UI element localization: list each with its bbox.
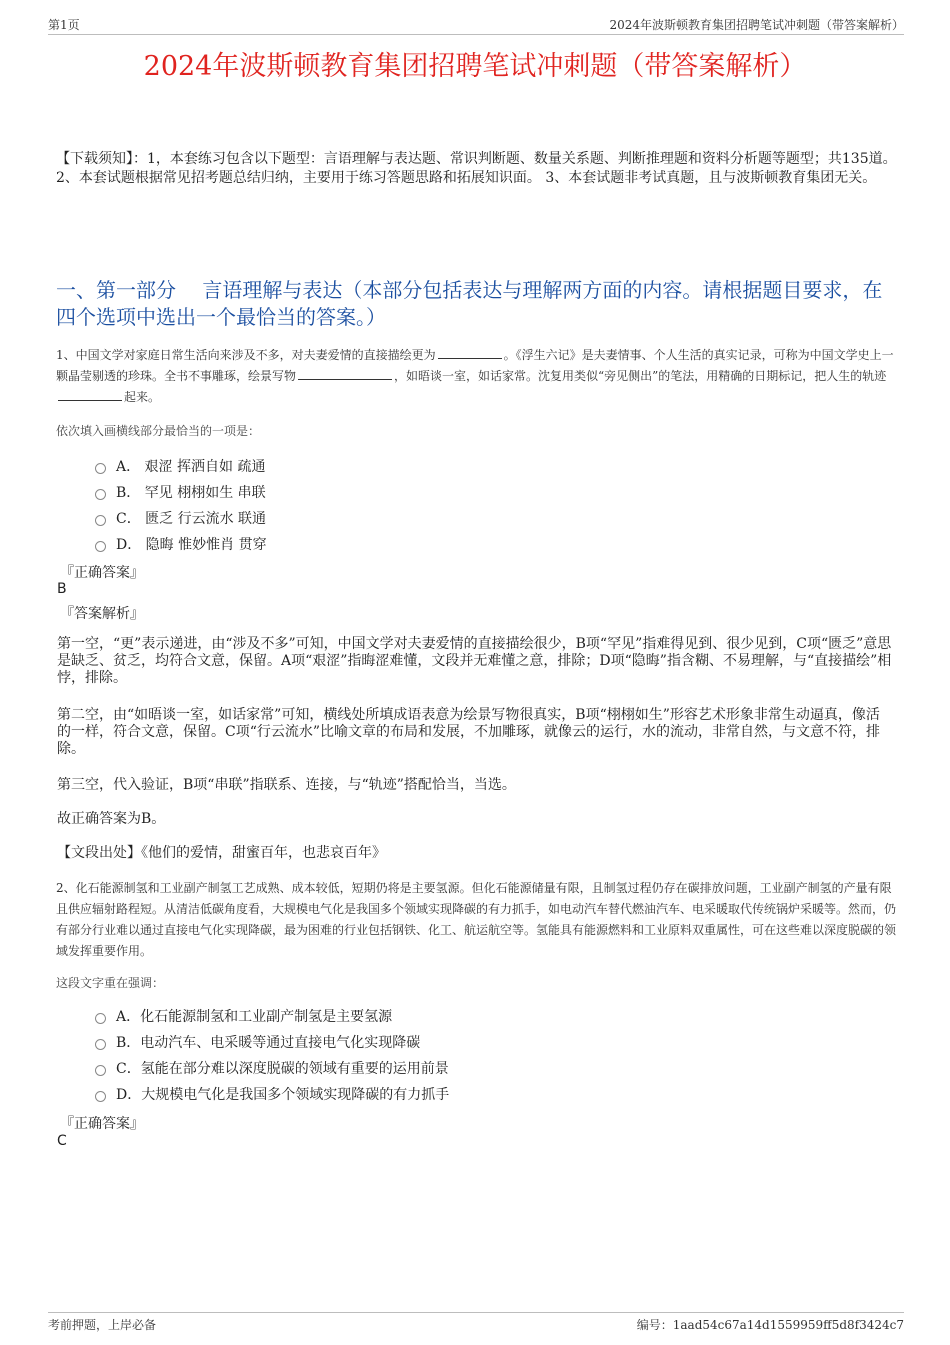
page-title: 2024年波斯顿教育集团招聘笔试冲刺题（带答案解析）	[143, 51, 807, 82]
q1-stem-part-d: 起来。	[124, 390, 161, 404]
q1-analysis-para-1: 第一空，“更”表示递进，由“涉及不多”可知，中国文学对夫妻爱情的直接描绘很少，B项“罕见”指难得见到、很少见到，C项“匮乏”意思是缺乏、贫乏，均符合文意，保留。A项“艰涩”指晦涩难懂，文段并无难懂之意，排除；D项“隐晦”指含糊、不易理解，与“直接描绘”相悖，排除。	[57, 636, 892, 686]
radio-icon[interactable]	[95, 463, 106, 474]
radio-icon[interactable]	[95, 1013, 106, 1024]
q2-option-d[interactable]	[95, 1081, 449, 1107]
q1-option-b[interactable]	[95, 479, 267, 505]
q1-analysis-para-3: 第三空，代入验证，B项“串联”指联系、连接，与“轨迹”搭配恰当，当选。	[57, 777, 516, 793]
footer-code: 编号：1aad54c67a14d1559959ff5d8f3424c7	[636, 1318, 904, 1332]
q2-option-c[interactable]	[95, 1055, 449, 1081]
question-1-stem	[56, 345, 902, 408]
page-number: 第1页	[48, 18, 80, 32]
q1-source: 【文段出处】《他们的爱情，甜蜜百年，也悲哀百年》	[57, 845, 386, 861]
option-label: D．大规模电气化是我国多个领域实现降碳的有力抓手	[116, 1087, 450, 1103]
radio-icon[interactable]	[95, 515, 106, 526]
q1-analysis-para-4: 故正确答案为B。	[57, 811, 166, 827]
option-label: C． 匮乏 行云流水 联通	[116, 511, 267, 527]
q2-answer: C	[57, 1133, 67, 1149]
q1-answer: B	[57, 581, 67, 597]
q1-stem-part-a: 1、中国文学对家庭日常生活向来涉及不多，对夫妻爱情的直接描绘更为	[56, 348, 436, 362]
q1-option-a[interactable]	[95, 453, 267, 479]
q1-analysis-label: 『答案解析』	[60, 606, 144, 622]
option-label: D． 隐晦 惟妙惟肖 贯穿	[116, 537, 267, 553]
radio-icon[interactable]	[95, 541, 106, 552]
radio-icon[interactable]	[95, 489, 106, 500]
question-2-stem: 2、化石能源制氢和工业副产制氢工艺成熟、成本较低，短期仍将是主要氢源。但化石能源储量有限，且制氢过程仍存在碳排放问题，工业副产制氢的产量有限且供应辐射路程短。从清洁低碳角度看，大规模电气化是我国多个领域实现降碳的有力抓手，如电动汽车替代燃油汽车、电采暖取代传统锅炉采暖等。然而，仍有部分行业难以通过直接电气化实现降碳，最为困难的行业包括钢铁、化工、航运航空等。氢能具有能源燃料和工业原料双重属性，可在这些难以深度脱碳的领域发挥重要作用。	[56, 881, 897, 958]
radio-icon[interactable]	[95, 1091, 106, 1102]
question-1-prompt: 依次填入画横线部分最恰当的一项是：	[56, 424, 261, 438]
fill-blank-1	[438, 346, 502, 359]
option-label: B．电动汽车、电采暖等通过直接电气化实现降碳	[116, 1035, 421, 1051]
q2-option-b[interactable]	[95, 1029, 449, 1055]
question-1-options	[95, 453, 267, 557]
header-doc-title: 2024年波斯顿教育集团招聘笔试冲刺题（带答案解析）	[609, 18, 904, 32]
q1-option-d[interactable]	[95, 531, 267, 557]
option-label: B． 罕见 栩栩如生 串联	[116, 485, 266, 501]
radio-icon[interactable]	[95, 1065, 106, 1076]
q2-answer-label: 『正确答案』	[60, 1116, 144, 1132]
option-label: C．氢能在部分难以深度脱碳的领域有重要的运用前景	[116, 1061, 449, 1077]
download-notice: 【下载须知】：1，本套练习包含以下题型：言语理解与表达题、常识判断题、数量关系题、判断推理题和资料分析题等题型；共135道。 2、本套试题根据常见招考题总结归纳，主要用于练习答题思路和拓展知识面。 3、本套试题非考试真题，且与波斯顿教育集团无关。	[56, 151, 897, 186]
fill-blank-2	[298, 367, 392, 380]
section-heading: 一、第一部分 言语理解与表达（本部分包括表达与理解两方面的内容。请根据题目要求，在四个选项中选出一个最恰当的答案。）	[56, 278, 883, 329]
option-label: A．化石能源制氢和工业副产制氢是主要氢源	[116, 1009, 393, 1025]
option-label: A． 艰涩 挥洒自如 疏通	[116, 459, 266, 475]
q1-answer-label: 『正确答案』	[60, 565, 144, 581]
radio-icon[interactable]	[95, 1039, 106, 1050]
q1-stem-part-b: 。《浮生六记》是夫妻情事、个人生活的真实记录，可称为中国文学史上一颗晶莹剔透的珍珠。全书不事雕琢，绘景写物	[56, 348, 894, 383]
footer-slogan: 考前押题，上岸必备	[48, 1318, 157, 1332]
fill-blank-3	[58, 388, 122, 401]
q1-stem-part-c: ，如晤谈一室，如话家常。沈复用类似“旁见侧出”的笔法，用精确的日期标记，把人生的轨迹	[394, 369, 887, 383]
page-header	[48, 14, 904, 35]
q1-option-c[interactable]	[95, 505, 267, 531]
question-2-options	[95, 1003, 449, 1107]
q2-option-a[interactable]	[95, 1003, 449, 1029]
question-2-prompt: 这段文字重在强调：	[56, 976, 165, 990]
page-footer	[48, 1312, 904, 1333]
q1-analysis-para-2: 第二空，由“如晤谈一室，如话家常”可知，横线处所填成语表意为绘景写物很真实，B项“栩栩如生”形容艺术形象非常生动逼真，像活的一样，符合文意，保留。C项“行云流水”比喻文章的布局和发展，不加雕琢，就像云的运行，水的流动，非常自然，与文意不符，排除。	[57, 707, 881, 757]
